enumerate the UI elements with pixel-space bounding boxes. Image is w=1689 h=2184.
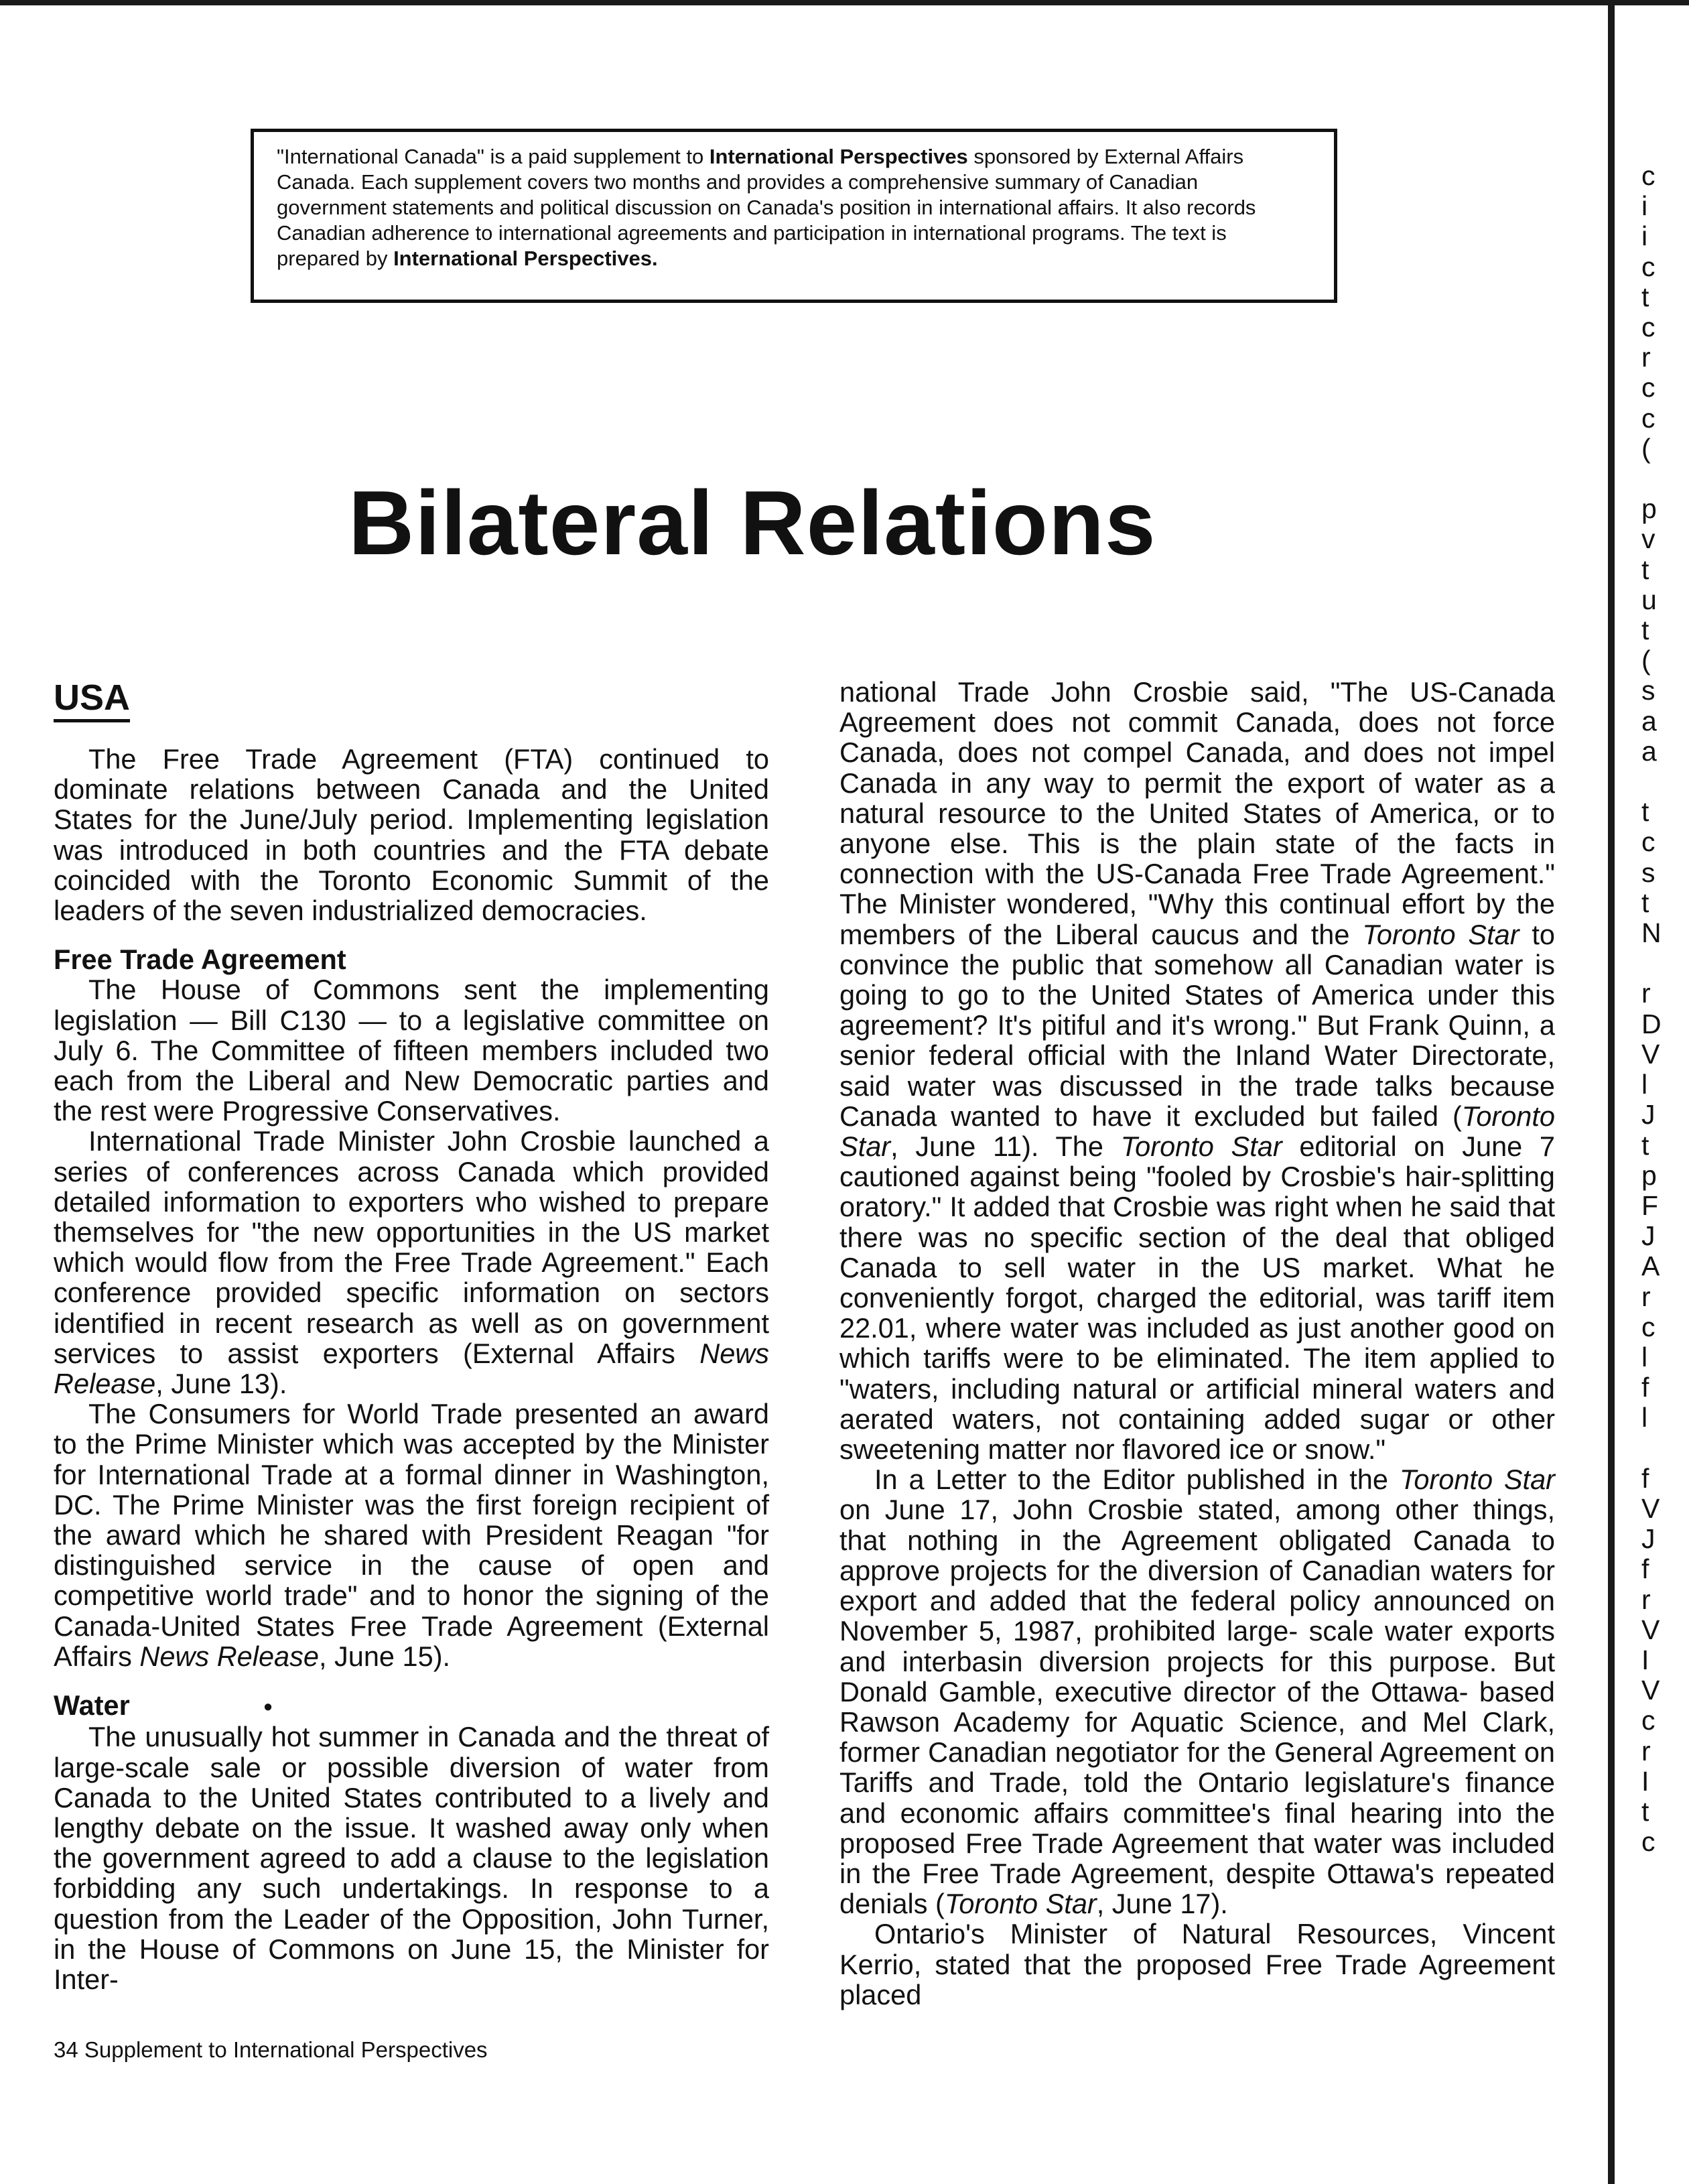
edge-letter: F <box>1641 1190 1659 1221</box>
stray-dot-mark: • <box>263 1693 273 1721</box>
edge-letter: c <box>1641 1311 1656 1342</box>
letter-paragraph <box>839 1464 1555 1919</box>
p1-italic-2: Toronto Star <box>839 1100 1555 1163</box>
edge-letter <box>1641 948 1668 978</box>
notice-brand-2: International Perspectives. <box>393 247 658 270</box>
edge-letter: t <box>1641 1795 1649 1827</box>
edge-letter: s <box>1641 856 1656 888</box>
edge-letter: J <box>1641 1220 1656 1252</box>
edge-letter: v <box>1641 523 1656 555</box>
fta-paragraph-2 <box>54 1126 769 1399</box>
edge-letter: c <box>1641 1705 1656 1736</box>
edge-letter: D <box>1641 1008 1662 1039</box>
water-heading-text: Water <box>54 1689 130 1722</box>
edge-letter: l <box>1641 1402 1648 1433</box>
fta-paragraph-3 <box>54 1399 769 1671</box>
notice-text-1: "International Canada" is a paid supplement to <box>277 145 710 168</box>
notice-brand-1: International Perspectives <box>709 145 968 168</box>
edge-letter: c <box>1641 251 1656 282</box>
edge-letter: V <box>1641 1614 1660 1645</box>
edge-letter: i <box>1641 190 1648 222</box>
edge-letter: I <box>1641 1765 1649 1797</box>
page-gutter-bar <box>1608 0 1615 2184</box>
edge-letter: V <box>1641 1038 1660 1070</box>
kerrio-paragraph: Ontario's Minister of Natural Resources, Vincent Kerrio, stated that the proposed Free Trade Agreement placed <box>839 1918 1555 2010</box>
edge-letter: c <box>1641 372 1656 403</box>
edge-letter: t <box>1641 281 1649 312</box>
fta-p2-italic: News Release <box>54 1337 769 1400</box>
edge-letter: t <box>1641 554 1649 585</box>
section-heading-usa: USA <box>54 678 131 718</box>
p1-text-a: national Trade John Crosbie said, "The US-Canada Agreement does not commit Canada, does not force Canada, does not compel Canada, and does not impel Canada in any way to permit the export of water as a natural resource to the United States of America, or to anyone else. This is the plain state of the facts in connection with the US-Canada Free Trade Agreement." The Minister wondered, "Why this continual effort by the members of the Liberal caucus and the <box>839 676 1555 950</box>
p1-italic-1: Toronto Star <box>1362 918 1519 950</box>
edge-letter: r <box>1641 342 1651 373</box>
edge-letter: f <box>1641 1462 1649 1494</box>
fta-paragraph-1: The House of Commons sent the implementing legislation — Bill C130 — to a legislative committee on July 6. The Committee of fifteen members included two each from the Liberal and New Democratic parties and the rest were Progressive Conservatives. <box>54 974 769 1127</box>
intro-paragraph: The Free Trade Agreement (FTA) continued to dominate relations between Canada and the United States for the June/July period. Implementing legislation was introduced in both countries and the FTA debate coincided with the Toronto Economic Summit of the leaders of the seven industrialized democracies. <box>54 743 769 927</box>
edge-letter: u <box>1641 584 1657 615</box>
edge-letter: c <box>1641 161 1656 191</box>
p2-text-a: In a Letter to the Editor published in the <box>874 1464 1400 1496</box>
fta-p2-end: , June 13). <box>155 1368 287 1400</box>
column-left <box>54 677 769 1994</box>
edge-letter <box>1641 767 1668 797</box>
p2-text-c: , June 17). <box>1096 1888 1228 1920</box>
next-page-edge-letters <box>1641 161 1668 1857</box>
p2-italic-1: Toronto Star <box>1399 1464 1555 1496</box>
subheading-water <box>54 1690 769 1722</box>
edge-letter <box>1641 464 1668 494</box>
edge-letter: f <box>1641 1553 1649 1585</box>
fta-p2-text: International Trade Minister John Crosbie launched a series of conferences across Canada which provided detailed information to exporters who wished to prepare themselves for "the new opportunities in the US market which would flow from the Free Trade Agreement." Each conference provided specific information on sectors identified in recent research as well as on government services to assist exporters (External Affairs <box>54 1125 769 1369</box>
edge-letter: l <box>1641 1069 1648 1100</box>
top-border <box>0 0 1689 5</box>
p1-text-d: editorial on June 7 cautioned against being "fooled by Crosbie's hair-splitting oratory." It added that Crosbie was right when he said that there was no specific section of the deal that obliged Canada to sell water in the US market. What he conveniently forgot, charged the editorial, was tariff item 22.01, where water was included as just another good on which tariffs were to be eliminated. The item applied to "waters, including natural or artificial mineral waters and aerated waters, not containing added sugar or other sweetening matter nor flavored ice or snow." <box>839 1131 1555 1466</box>
edge-letter: c <box>1641 1826 1656 1858</box>
edge-letter: i <box>1641 220 1648 252</box>
edge-letter: A <box>1641 1250 1660 1282</box>
edge-letter: V <box>1641 1492 1660 1524</box>
edge-letter: a <box>1641 705 1657 736</box>
crosbie-paragraph <box>839 677 1555 1464</box>
page-title: Bilateral Relations <box>348 472 1156 574</box>
edge-letter: t <box>1641 615 1649 646</box>
fta-p3-italic: News Release <box>139 1640 319 1672</box>
p1-italic-3: Toronto Star <box>1120 1131 1282 1163</box>
edge-letter: f <box>1641 1372 1649 1403</box>
edge-letter: r <box>1641 978 1651 1009</box>
water-paragraph-1: The unusually hot summer in Canada and the threat of large-scale sale or possible diversion of water from Canada to the United States contributed to a lively and lengthy debate on the issue. It washed away only when the government agreed to add a clause to the legislation forbidding any such undertakings. In response to a question from the Leader of the Opposition, John Turner, in the House of Commons on June 15, the Minister for Inter- <box>54 1721 769 1995</box>
fta-p3-end: , June 15). <box>318 1640 451 1672</box>
edge-letter: a <box>1641 735 1657 767</box>
edge-letter: c <box>1641 312 1656 343</box>
edge-letter: r <box>1641 1735 1651 1767</box>
column-right <box>839 677 1555 2010</box>
p1-text-b: to convince the public that somehow all Canadian water is going to go to the United States of America under this agreement? It's pitiful and it's wrong." But Frank Quinn, a senior federal official with the Inland Water Directorate, said water was discussed in the trade talks because Canada wanted to have it excluded but failed ( <box>839 918 1556 1132</box>
edge-letter: p <box>1641 1159 1657 1191</box>
edge-letter: p <box>1641 493 1657 525</box>
supplement-notice-box <box>251 129 1337 303</box>
edge-letter: I <box>1641 1644 1649 1675</box>
edge-letter: l <box>1641 1341 1648 1372</box>
edge-letter: V <box>1641 1675 1660 1706</box>
edge-letter: s <box>1641 675 1656 706</box>
p2-text-b: on June 17, John Crosbie stated, among other things, that nothing in the Agreement obligated Canada to approve projects for the diversion of Canadian waters for export and added that the federal policy announced on November 5, 1987, prohibited large- scale water exports and interbasin diversion projects for this purpose. But Donald Gamble, executive director of the Ottawa- based Rawson Academy for Aquatic Science, and Mel Clark, former Canadian negotiator for the General Agreement on Tariffs and Trade, told the Ontario legislature's finance and economic affairs committee's final hearing into the proposed Free Trade Agreement that water was included in the Free Trade Agreement, despite Ottawa's repeated denials ( <box>839 1494 1555 1920</box>
edge-letter: ( <box>1641 432 1651 464</box>
p1-text-c: , June 11). The <box>890 1131 1121 1163</box>
edge-letter: t <box>1641 796 1649 828</box>
fta-p3-text: The Consumers for World Trade presented an award to the Prime Minister which was accepted by the Minister for International Trade at a formal dinner in Washington, DC. The Prime Minister was the first foreign recipient of the award which he shared with President Reagan "for distinguished service in the cause of open and competitive world trade" and to honor the signing of the Canada-United States Free Trade Agreement (External Affairs <box>54 1398 769 1672</box>
p2-italic-2: Toronto Star <box>944 1888 1097 1920</box>
edge-letter: c <box>1641 402 1656 434</box>
edge-letter: r <box>1641 1281 1651 1312</box>
edge-letter: ( <box>1641 645 1651 676</box>
page-footer: 34 Supplement to International Perspectives <box>54 2037 488 2062</box>
edge-letter: N <box>1641 917 1662 949</box>
edge-letter: t <box>1641 887 1649 918</box>
subheading-free-trade: Free Trade Agreement <box>54 944 346 976</box>
edge-letter: t <box>1641 1129 1649 1161</box>
edge-letter: r <box>1641 1584 1651 1615</box>
notice-text-2: sponsored by External Affairs Canada. Each supplement covers two months and provides a comprehensive summary of Canadian government statements and political discussion on Canada's position in international affairs. It also records Canadian adherence to international agreements and participation in international programs. The text is prepared by <box>277 145 1256 270</box>
edge-letter: J <box>1641 1099 1656 1131</box>
edge-letter: J <box>1641 1523 1656 1555</box>
edge-letter <box>1641 1433 1668 1464</box>
edge-letter: c <box>1641 826 1656 858</box>
